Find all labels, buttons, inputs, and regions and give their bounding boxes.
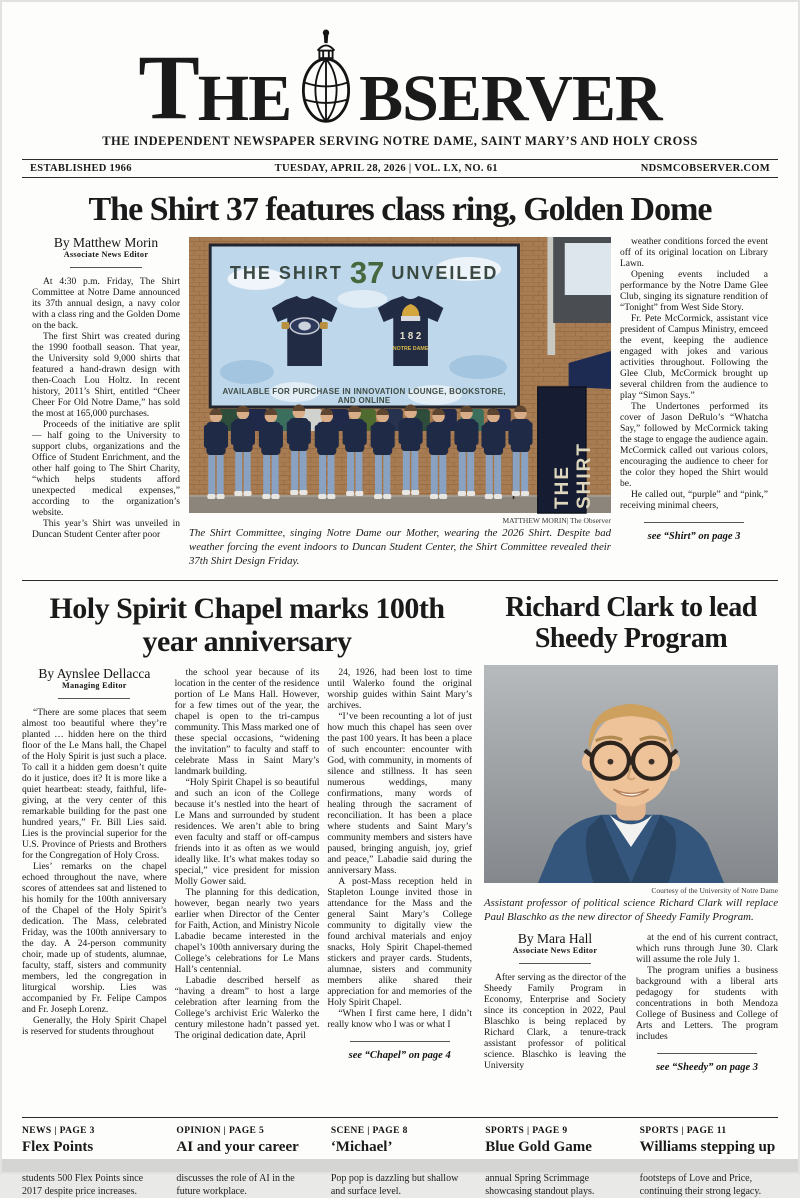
author-name: By Mara Hall	[517, 930, 593, 946]
chapel-column-3	[327, 668, 472, 1061]
screen-title-37: 37	[349, 255, 385, 290]
paragraph: This year’s Shirt was unveiled in Duncan Student Center after poor	[32, 519, 180, 540]
chapel-column-1	[22, 668, 167, 1061]
teaser-body: Pop pop is dazzling but shallow and surface level.	[330, 1173, 459, 1198]
lead-photo-column	[189, 237, 611, 568]
lead-headline: The Shirt 37 features class ring, Golden Dome	[88, 191, 712, 228]
paragraph: Opening events included a performance by the Notre Dame Glee Club, singing its signature rendition of “Tonight” from West Side Story.	[620, 270, 768, 313]
portrait-credit: Courtesy of the University of Notre Dame	[651, 886, 778, 896]
teaser-title: ‘Michael’	[330, 1139, 393, 1156]
teaser-title: Flex Points	[22, 1139, 94, 1156]
shirt-back-text: NOTRE DAME	[392, 345, 429, 353]
paragraph: The program unifies a business background with a liberal arts pedagogy for students with concentrations in both Mendoza College of Business and College of Arts and Letters. The program includes	[636, 965, 778, 1042]
teaser-body: annual Spring Scrimmage showcasing standout plays.	[485, 1173, 595, 1198]
masthead	[2, 2, 798, 178]
sheedy-columns	[484, 930, 778, 1073]
teaser-kicker: SPORTS | PAGE 9	[485, 1126, 568, 1137]
shirt-unveiling-photo	[189, 237, 611, 513]
paragraph: Fr. Pete McCormick, assistant vice president of Campus Ministry, emceed the event, keeping the audience engaged with jokes and various activities throughout. Following the Glee Club, McCormick brought up several children from the audience to play “Simon Says.”	[620, 314, 768, 401]
jump-line-sheedy: see “Sheedy” on page 3	[636, 1053, 778, 1073]
paragraph: The planning for this dedication, however, began nearly two years earlier when Director of the Center for Faith, Action, and Ministry Nicole Labadie became interested in the chapel’s 100th anniversary during the College’s celebrations for Le Mans Hall’s centennial.	[174, 888, 320, 976]
paragraph: Generally, the Holy Spirit Chapel is reserved for students throughout	[22, 1016, 167, 1038]
screen-title-the-shirt: THE SHIRT	[229, 263, 343, 283]
teaser-body: discusses the role of AI in the future workplace.	[176, 1173, 295, 1198]
second-section	[22, 589, 778, 1109]
chapel-byline	[22, 668, 167, 699]
tagline: THE INDEPENDENT NEWSPAPER SERVING NOTRE DAME, SAINT MARY’S AND HOLY CROSS	[102, 134, 698, 148]
paragraph: Labadie described herself as “having a dream” to host a large celebration after learning from the College’s archivist Eric Walerko the century milestone hadn’t passed yet. The original dedication date, April	[174, 976, 320, 1042]
sheedy-column-2	[636, 933, 778, 1073]
paragraph: He called out, “purple” and “pink,” receiving minimal cheers,	[620, 490, 768, 511]
paragraph: “I’ve been recounting a lot of just how much this chapel has seen over the past 100 years. It has been a place of such encounter: encounter with God, with community, in moments of silence and stillness. It has seen numerous weddings, many confirmations, many words of healing through the sacrament of reconciliation. It has been a place where students and Saint Mary’s community members and sisters have paused, bringing anguish, joy, grief and peace,” Labadie said during the anniversary Mass.	[327, 712, 473, 877]
paragraph: Lies’ remarks on the chapel echoed throughout the nave, where scores of attendees sat and listened to his homily for the 100th anniversary of the Chapel of the Holy Spirit’s dedication. The Mass, celebrated Friday, was the 100th anniversary to the day. A 24-person community choir, made up of students, alumnae, faculty, staff, sisters and community members, led the congregation in liturgical worship. Lies was accompanied by Fr. Felipe Campos and Fr. Joseph Lorenz.	[22, 862, 167, 1016]
established-label: ESTABLISHED 1966	[30, 163, 132, 174]
paragraph: The Undertones performed its cover of Jason DeRulo’s “Whatcha Say,” followed by McCormick taking the stage to engage the audience again. McCormick called out various colors, encouraging the audience to cheer for the color they hoped the Shirt would be.	[620, 402, 768, 489]
screen-subtitle: AVAILABLE FOR PURCHASE IN INNOVATION LOUNGE, BOOKSTORE, AND ONLINE	[222, 387, 506, 405]
dateline-bar	[22, 159, 778, 178]
sheedy-column-1	[484, 930, 626, 1073]
teaser-title: Williams stepping up	[639, 1139, 776, 1156]
teaser-title: AI and your career	[176, 1139, 299, 1156]
teaser-kicker: SPORTS | PAGE 11	[639, 1126, 727, 1137]
the-shirt-banner: THE SHIRT	[552, 442, 595, 509]
author-title: Managing Editor	[61, 681, 127, 691]
paragraph: “There are some places that seem almost too beautiful where they’re planted … hidden here on the third floor of the Le Mans hall, the Chapel of the Holy Spirit is just such a place. To call it a hidden gem doesn’t quite do it justice, does it? It is more like a quiet heartbeat: steady, faithful, life-giving, at the very center of this remarkable building for the past one hundred years,” Fr. Bill Lies said. Lies is the provincial superior for the U.S. Province of Priests and Brothers for the Congregation of Holy Cross.	[22, 708, 167, 862]
logo-letter-t: T	[138, 36, 198, 139]
author-title: Associate News Editor	[63, 250, 149, 259]
lead-left-column	[32, 237, 180, 568]
teaser-kicker: OPINION | PAGE 5	[176, 1126, 265, 1137]
paragraph: the school year because of its location in the center of the residence portion of Le Mans Hall. However, for a few times out of the year, the chapel is open to the tri-campus community. This Mass marked one of these special occasions, “widening the invitation” to faculty and staff to celebrate Mass in Saint Mary’s landmark building.	[174, 668, 320, 778]
page-bottom-edge	[2, 1159, 798, 1172]
newspaper-logo	[2, 28, 798, 139]
logo-letters-bserver: BSERVER	[359, 61, 662, 135]
teaser-divider	[22, 1117, 778, 1118]
paragraph: “When I first came here, I didn’t really know who I was or what I	[327, 1009, 473, 1031]
shirt-back-numbers: 1 8 2	[399, 330, 422, 343]
sheedy-headline: Richard Clark to lead Sheedy Program	[505, 592, 757, 655]
byline-rule	[519, 963, 591, 964]
richard-clark-portrait	[484, 665, 778, 883]
paragraph: “Holy Spirit Chapel is so beautiful and such an icon of the College because it’s nestled into the heart of Le Mans and surrounded by student residences. We aren’t able to bring even faculty and staff or off-campus friends into it as often as we would ideally like. It’s what makes today so special,” vice president for mission Molly Gower said.	[174, 778, 320, 888]
chapel-column-2	[175, 668, 320, 1061]
byline-rule	[58, 698, 130, 699]
issue-date: TUESDAY, APRIL 28, 2026 | VOL. LX, NO. 61	[274, 163, 498, 174]
screen-title	[210, 255, 518, 291]
website-url: NDSMCOBSERVER.COM	[640, 163, 770, 174]
paragraph: at the end of his current contract, which runs through June 30. Clark will assume the role July 1.	[636, 932, 778, 965]
golden-dome-icon	[296, 28, 356, 126]
lead-right-column	[620, 237, 768, 568]
photo-credit: MATTHEW MORIN| The Observer	[502, 516, 611, 525]
chapel-story	[22, 589, 472, 1109]
logo-letters-he: HE	[197, 61, 292, 135]
author-title: Associate News Editor	[512, 945, 598, 955]
sheedy-story	[484, 589, 778, 1109]
sheedy-byline	[484, 930, 626, 964]
screen-title-unveiled: UNVEILED	[391, 263, 499, 283]
paragraph: The first Shirt was created during the 1990 football season. That year, the University sold 9,000 shirts that featured a hand-drawn design with then-Coach Lou Holtz. In recent history, 2011’s Shirt, entitled “Cheer Cheer For Old Notre Dame,” has sold the most at 165,000 purchases.	[32, 332, 180, 419]
teaser-body: footsteps of Love and Price, continuing their strong legacy.	[639, 1173, 762, 1198]
paragraph: weather conditions forced the event off of its original location on Library Lawn.	[620, 237, 768, 269]
teaser-kicker: SCENE | PAGE 8	[330, 1126, 408, 1137]
teaser-body: students 500 Flex Points since 2017 despite price increases.	[22, 1173, 144, 1198]
chapel-columns	[22, 668, 472, 1061]
paragraph: At 4:30 p.m. Friday, The Shirt Committee at Notre Dame announced its 37th annual design, a navy color with a class ring and the Golden Dome on the back.	[32, 277, 181, 331]
portrait-caption: Assistant professor of political science Richard Clark will replace Paul Blaschko as the new director of Sheedy Family Program.	[484, 897, 778, 923]
paragraph: Proceeds of the initiative are split — half going to the University to support clubs, organizations and the Office of Student Enrichment, and the other half going to The Shirt Charity, “which helps students afford unexpected medical expenses,” according to the organization’s website.	[32, 420, 180, 518]
teaser-kicker: NEWS | PAGE 3	[22, 1126, 95, 1137]
lead-byline	[32, 237, 180, 268]
jump-line-chapel: see “Chapel” on page 4	[327, 1041, 472, 1061]
paragraph: 24, 1926, had been lost to time until Walerko found the original worship guides within Saint Mary’s archives.	[327, 668, 473, 712]
lead-story	[32, 237, 768, 568]
paragraph: A post-Mass reception held in Stapleton Lounge invited those in attendance for the Mass and the general Saint Mary’s College community to digitally view the found archival materials and enjoy snacks, Holy Spirit Chapel-themed stickers and prayer cards. Students, alumnae, sisters and community members alike shared their appreciation for and memories of the Holy Spirit Chapel.	[327, 877, 473, 1009]
teaser-title: Blue Gold Game	[485, 1139, 592, 1156]
section-divider	[22, 580, 778, 581]
chapel-headline: Holy Spirit Chapel marks 100th year anniversary	[49, 592, 445, 658]
author-name: By Aynslee Dellacca	[38, 666, 151, 682]
paragraph: After serving as the director of the Sheedy Family Program in Economy, Enterprise and Society since its conception in 2022, Paul Blaschko is being replaced by Richard Clark, a tenure-track assistant professor of political science. Blaschko is leaving the University	[484, 972, 626, 1071]
author-name: By Matthew Morin	[53, 235, 159, 250]
jump-line-shirt: see “Shirt” on page 3	[620, 522, 768, 542]
byline-rule	[70, 267, 142, 268]
photo-caption: The Shirt Committee, singing Notre Dame our Mother, wearing the 2026 Shirt. Despite bad weather forcing the event indoors to Duncan Student Center, the Shirt Committee revealed their 37th Shirt Design Friday.	[189, 527, 611, 567]
